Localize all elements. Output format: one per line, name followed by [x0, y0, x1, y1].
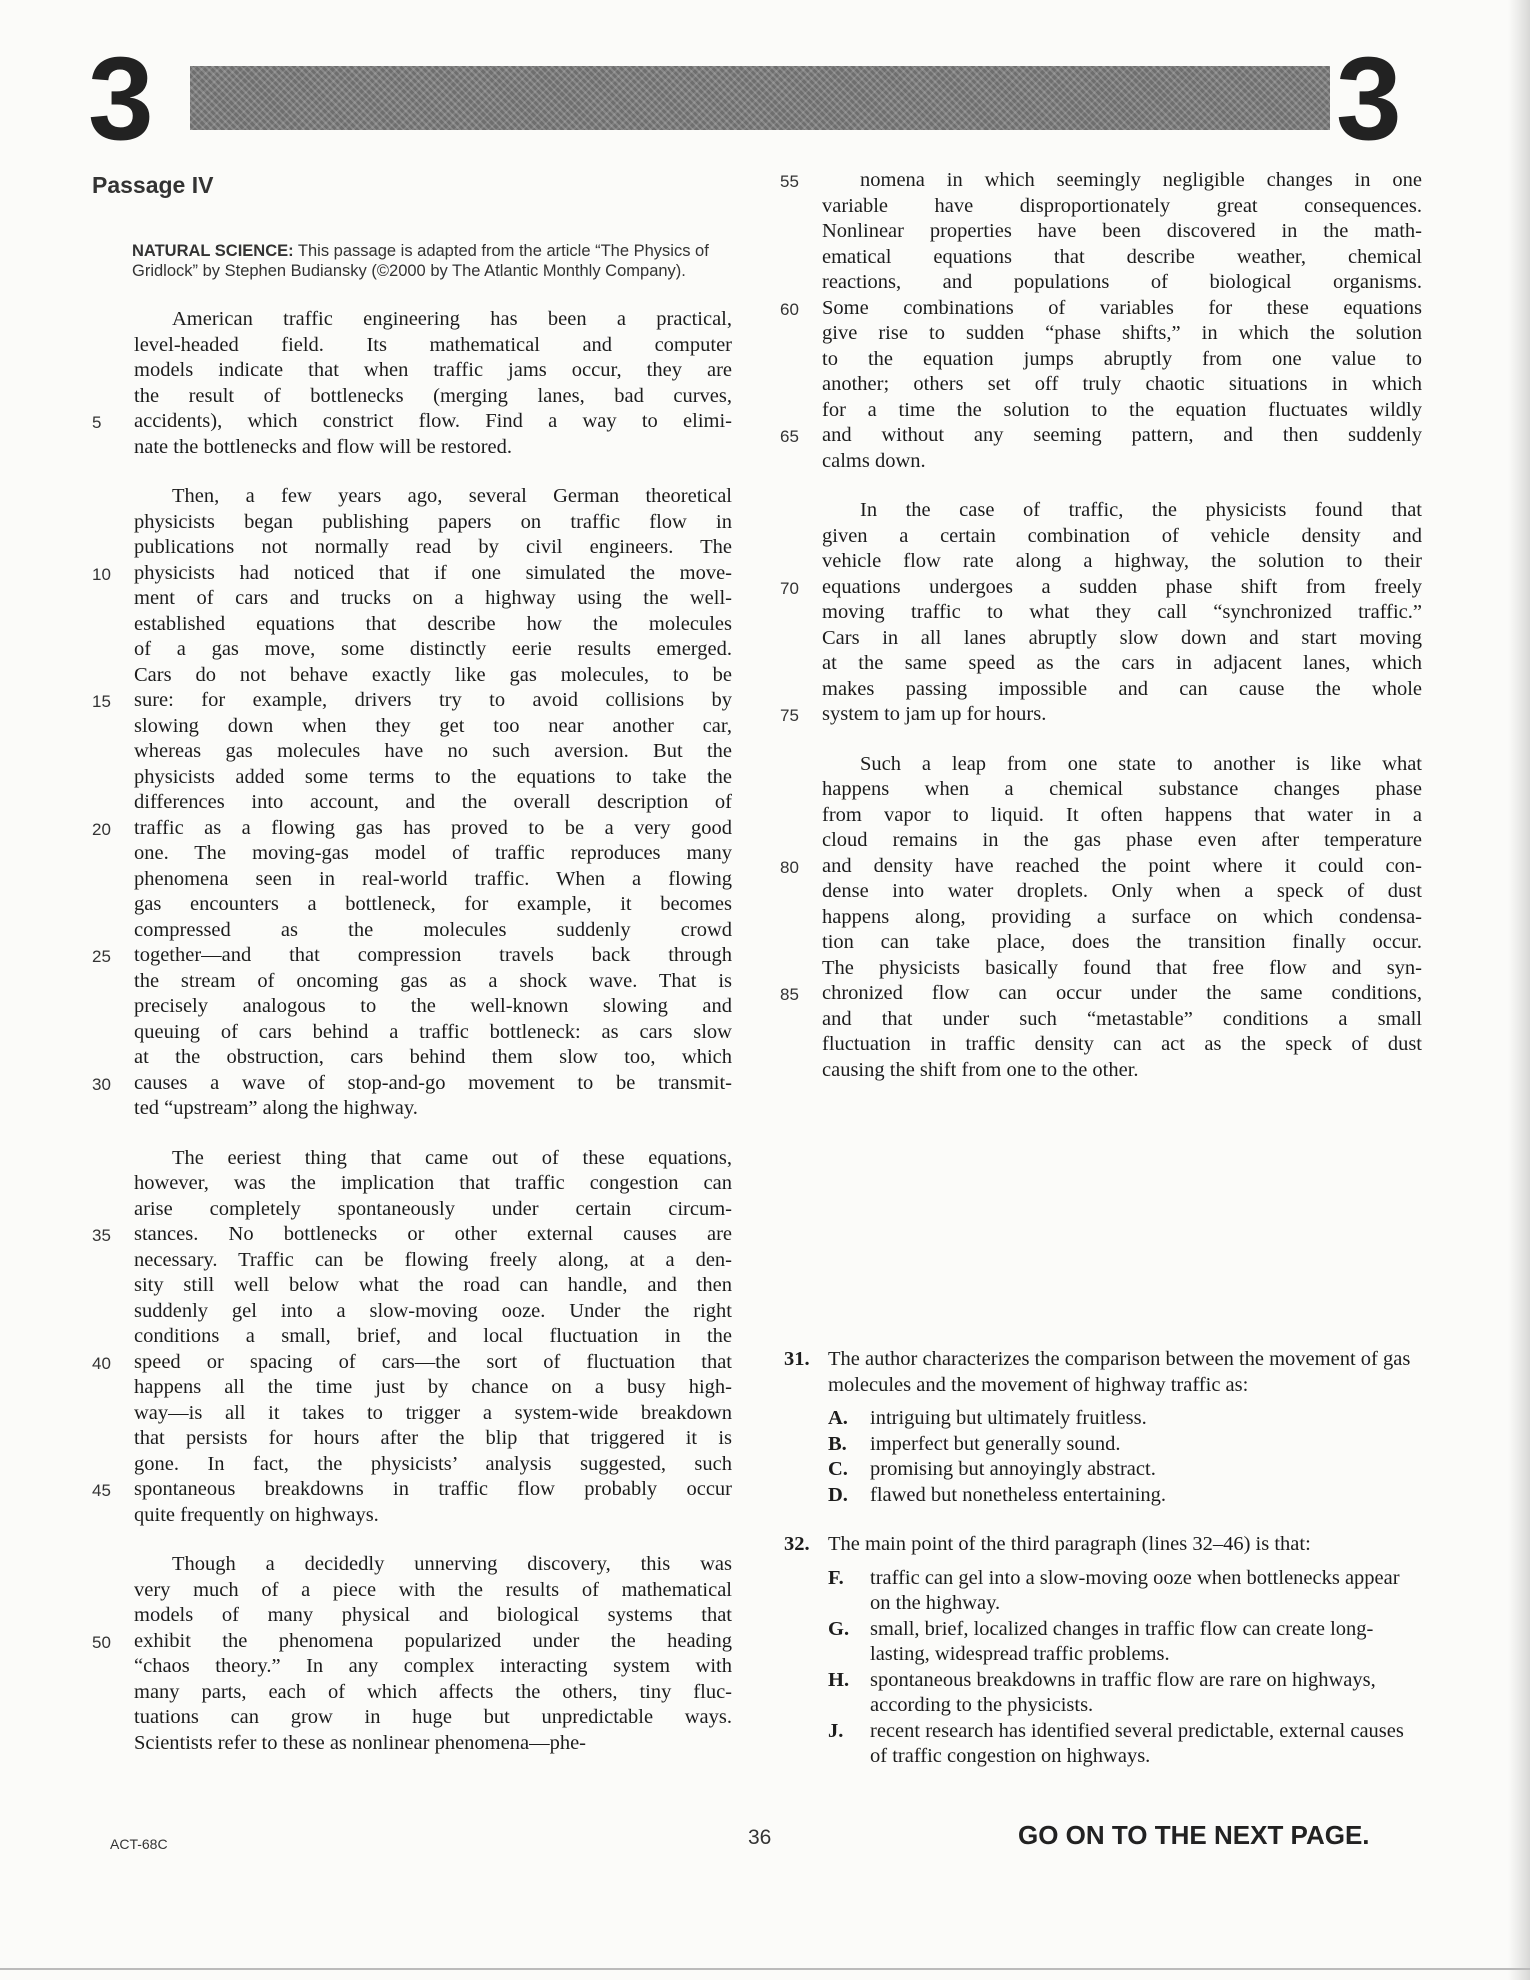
passage-line [92, 816, 732, 842]
question-number: 32. [784, 1533, 810, 1555]
choice-text: flawed but nonetheless entertaining. [870, 1483, 1167, 1506]
line-number: 10 [92, 564, 111, 584]
answer-choice [828, 1566, 1422, 1617]
line-text: system to jam up for hours. [822, 703, 1047, 725]
passage-line [92, 739, 732, 765]
line-text: models of many physical and biological systems that [134, 1604, 732, 1626]
line-text: one. The moving-gas model of traffic reproduces many [134, 842, 732, 864]
passage-line [780, 347, 1422, 373]
line-number: 15 [92, 692, 111, 711]
passage-line [92, 384, 732, 410]
passage-line [92, 1020, 732, 1046]
line-text: The physicists basically found that free flow and syn- [822, 956, 1422, 979]
passage-line [92, 1248, 732, 1274]
choice-letter: A. [828, 1407, 848, 1429]
passage-line [92, 586, 732, 612]
passage-paragraph [92, 484, 732, 1122]
passage-line [92, 892, 732, 918]
passage-line [92, 484, 732, 510]
question-gap [780, 1508, 1422, 1532]
line-text: gas encounters a bottleneck, for example, it becomes [134, 893, 732, 915]
choice-letter: F. [828, 1566, 844, 1589]
choice-letter: J. [828, 1719, 844, 1742]
question-stem [784, 1532, 1422, 1558]
line-text: causes a wave of stop-and-go movement to be transmit- [134, 1071, 732, 1094]
question-text: The main point of the third paragraph (lines 32–46) is that: [828, 1533, 1311, 1555]
line-text: Some combinations of variables for these equations [822, 296, 1422, 319]
line-text: precisely analogous to the well-known slowing and [134, 995, 732, 1017]
passage-line [92, 1045, 732, 1071]
line-text: queuing of cars behind a traffic bottleneck: as cars slow [134, 1020, 732, 1043]
passage-line [780, 752, 1422, 778]
line-text: suddenly gel into a slow-moving ooze. Under the right [134, 1299, 732, 1322]
intro-text: This passage is adapted from the article “The Physics of Gridlock” by Stephen Budiansky (©2000 by The Atlantic Monthly Company). [132, 242, 709, 280]
passage-line [92, 790, 732, 816]
line-text: very much of a piece with the results of mathematical [134, 1578, 732, 1601]
line-number: 45 [92, 1481, 111, 1500]
line-text: and without any seeming pattern, and then suddenly [822, 424, 1422, 446]
form-code: ACT-68C [110, 1836, 168, 1852]
line-text: Though a decidedly unnerving discovery, this was [172, 1553, 732, 1575]
answer-choice [828, 1483, 1422, 1509]
passage-line [780, 194, 1422, 220]
question-item [784, 1347, 1422, 1508]
line-text: happens all the time just by chance on a busy high- [134, 1376, 732, 1398]
question-item [784, 1532, 1422, 1770]
passage-line [780, 803, 1422, 829]
line-text: differences into account, and the overall description of [134, 791, 732, 813]
passage-line [92, 1071, 732, 1097]
line-text: the stream of oncoming gas as a shock wave. That is [134, 969, 732, 992]
passage-line [780, 981, 1422, 1007]
line-text: however, was the implication that traffic congestion can [134, 1172, 732, 1194]
passage-line [92, 1401, 732, 1427]
passage-line [780, 626, 1422, 652]
answer-choice [828, 1406, 1422, 1432]
line-text: given a certain combination of vehicle density and [822, 524, 1422, 547]
passage-line [92, 1552, 732, 1578]
line-text: physicists began publishing papers on traffic flow in [134, 510, 732, 533]
choice-letter: C. [828, 1458, 848, 1480]
line-text: give rise to sudden “phase shifts,” in which the solution [822, 322, 1422, 344]
passage-line [92, 1578, 732, 1604]
line-text: American traffic engineering has been a practical, [172, 308, 732, 330]
passage-line [92, 307, 732, 333]
passage-line [780, 575, 1422, 601]
passage-line [780, 879, 1422, 905]
line-text: Nonlinear properties have been discovered in the math- [822, 220, 1422, 242]
passage-line [780, 498, 1422, 524]
line-text: for a time the solution to the equation fluctuates wildly [822, 398, 1422, 421]
passage-line [780, 777, 1422, 803]
line-text: the result of bottlenecks (merging lanes, bad curves, [134, 384, 732, 407]
choice-text: intriguing but ultimately fruitless. [870, 1407, 1147, 1429]
passage-line [780, 245, 1422, 271]
line-text: traffic as a flowing gas has proved to be a very good [134, 816, 732, 839]
passage-line [92, 1705, 732, 1731]
line-text: variable have disproportionately great consequences. [822, 194, 1422, 217]
line-number: 60 [780, 299, 799, 319]
line-text: spontaneous breakdowns in traffic flow probably occur [134, 1478, 732, 1500]
passage-line [92, 1375, 732, 1401]
passage-line [92, 765, 732, 791]
question-text: The author characterizes the comparison between the movement of gas molecules and the movement of highway traffic as: [828, 1348, 1411, 1396]
passage-line [92, 1503, 732, 1529]
line-number: 70 [780, 578, 799, 598]
passage-line [780, 270, 1422, 296]
passage-paragraph [92, 1146, 732, 1529]
passage-line [780, 600, 1422, 626]
passage-paragraph [780, 498, 1422, 728]
choice-text: traffic can gel into a slow-moving ooze when bottlenecks appear on the highway. [870, 1566, 1400, 1614]
line-text: “chaos theory.” In any complex interacting system with [134, 1655, 732, 1677]
choice-letter: B. [828, 1432, 847, 1455]
line-text: at the same speed as the cars in adjacent lanes, which [822, 652, 1422, 674]
passage-line [92, 1146, 732, 1172]
passage-line [92, 333, 732, 359]
passage-line [780, 702, 1422, 728]
question-stem [784, 1347, 1422, 1398]
line-text: nate the bottlenecks and flow will be restored. [134, 435, 512, 458]
line-text: publications not normally read by civil engineers. The [134, 536, 732, 558]
passage-line [780, 168, 1422, 194]
line-text: level-headed field. Its mathematical and computer [134, 333, 732, 356]
passage-line [92, 510, 732, 536]
bottom-edge [0, 1968, 1530, 1970]
passage-line [92, 1273, 732, 1299]
passage-line [92, 841, 732, 867]
choice-text: small, brief, localized changes in traffic flow can create long-lasting, widespread traffic problems. [870, 1617, 1374, 1665]
passage-line [92, 409, 732, 435]
line-text: ment of cars and trucks on a highway using the well- [134, 587, 732, 609]
passage-line [780, 854, 1422, 880]
passage-line [92, 1680, 732, 1706]
line-text: ted “upstream” along the highway. [134, 1097, 418, 1119]
passage-line [92, 1350, 732, 1376]
passage-line [92, 714, 732, 740]
paragraph-gap [92, 1122, 732, 1146]
line-text: happens along, providing a surface on which condensa- [822, 905, 1422, 928]
passage-line [780, 549, 1422, 575]
paragraph-gap [780, 728, 1422, 752]
line-text: that persists for hours after the blip that triggered it is [134, 1427, 732, 1449]
line-text: accidents), which constrict flow. Find a way to elimi- [134, 410, 732, 432]
line-text: slowing down when they get too near another car, [134, 714, 732, 737]
line-text: tuations can grow in huge but unpredictable ways. [134, 1706, 732, 1728]
next-page-instruction: GO ON TO THE NEXT PAGE. [1018, 1820, 1370, 1850]
line-text: ematical equations that describe weather, chemical [822, 245, 1422, 268]
line-text: reactions, and populations of biological organisms. [822, 271, 1422, 293]
question-list [780, 1347, 1422, 1770]
line-text: Cars in all lanes abruptly slow down and start moving [822, 626, 1422, 649]
line-text: at the obstruction, cars behind them slow too, which [134, 1046, 732, 1068]
passage-line [780, 398, 1422, 424]
passage-paragraph [780, 168, 1422, 474]
passage-line [780, 219, 1422, 245]
line-number: 85 [780, 985, 799, 1004]
line-text: phenomena seen in real-world traffic. When a flowing [134, 867, 732, 890]
line-text: sure: for example, drivers try to avoid collisions by [134, 689, 732, 711]
line-text: calms down. [822, 449, 926, 472]
passage-line [780, 1032, 1422, 1058]
passage-line [92, 358, 732, 384]
passage-line [92, 969, 732, 995]
line-text: Cars do not behave exactly like gas molecules, to be [134, 663, 732, 686]
choice-letter: G. [828, 1617, 850, 1640]
section-number-right: 3 [1336, 33, 1400, 165]
line-text: equations undergoes a sudden phase shift from freely [822, 575, 1422, 598]
right-column [780, 168, 1422, 1770]
line-text: cloud remains in the gas phase even after temperature [822, 829, 1422, 851]
passage-line [92, 637, 732, 663]
line-text: fluctuation in traffic density can act as the speck of dust [822, 1033, 1422, 1055]
answer-choice [828, 1432, 1422, 1458]
line-text: way—is all it takes to trigger a system-wide breakdown [134, 1401, 732, 1424]
passage-line [780, 956, 1422, 982]
passage-line [92, 1171, 732, 1197]
passage-title: Passage IV [92, 172, 214, 198]
line-number: 50 [92, 1632, 111, 1652]
line-text: nomena in which seemingly negligible changes in one [860, 169, 1422, 191]
passage-line [780, 905, 1422, 931]
passage-line [92, 1426, 732, 1452]
passage-paragraph [92, 307, 732, 460]
intro-label: NATURAL SCIENCE: [132, 242, 294, 260]
line-number: 65 [780, 427, 799, 446]
passage-line [780, 1007, 1422, 1033]
answer-choices [828, 1406, 1422, 1508]
line-text: Such a leap from one state to another is like what [860, 752, 1422, 775]
answer-choice [828, 1617, 1422, 1668]
passage-line [92, 535, 732, 561]
line-text: and that under such “metastable” conditions a small [822, 1007, 1422, 1030]
left-column [92, 168, 732, 1756]
line-text: moving traffic to what they call “synchronized traffic.” [822, 601, 1422, 623]
passage-line [92, 1096, 732, 1122]
line-text: physicists had noticed that if one simulated the move- [134, 561, 732, 584]
answer-choice [828, 1719, 1422, 1770]
answer-choice [828, 1457, 1422, 1483]
passage-line [92, 867, 732, 893]
line-number: 75 [780, 706, 799, 725]
line-text: to the equation jumps abruptly from one value to [822, 347, 1422, 370]
line-text: exhibit the phenomena popularized under the heading [134, 1629, 732, 1652]
line-text: quite frequently on highways. [134, 1503, 379, 1526]
choice-text: promising but annoyingly abstract. [870, 1458, 1156, 1480]
line-text: stances. No bottlenecks or other external causes are [134, 1223, 732, 1245]
answer-choices [828, 1566, 1422, 1770]
choice-text: spontaneous breakdowns in traffic flow are rare on highways, according to the physicists. [870, 1668, 1376, 1716]
choice-text: imperfect but generally sound. [870, 1432, 1121, 1455]
passage-line [92, 1731, 732, 1757]
line-text: from vapor to liquid. It often happens that water in a [822, 803, 1422, 826]
passage-line [780, 423, 1422, 449]
line-text: chronized flow can occur under the same conditions, [822, 982, 1422, 1004]
passage-line [92, 1324, 732, 1350]
paragraph-gap [92, 1528, 732, 1552]
line-number: 25 [92, 947, 111, 966]
line-text: Scientists refer to these as nonlinear phenomena—phe- [134, 1731, 586, 1754]
line-text: whereas gas molecules have no such aversion. But the [134, 740, 732, 762]
passage-line [780, 296, 1422, 322]
line-text: happens when a chemical substance changes phase [822, 778, 1422, 800]
choice-letter: D. [828, 1483, 848, 1506]
line-text: compressed as the molecules suddenly crowd [134, 918, 732, 941]
passage-paragraph [92, 1552, 732, 1756]
line-text: In the case of traffic, the physicists found that [860, 499, 1422, 521]
line-text: sity still well below what the road can handle, and then [134, 1274, 732, 1296]
line-text: many parts, each of which affects the others, tiny fluc- [134, 1680, 732, 1703]
passage-line [780, 651, 1422, 677]
answer-choice [828, 1668, 1422, 1719]
passage-line [92, 435, 732, 461]
passage-line [92, 612, 732, 638]
passage-line [92, 1222, 732, 1248]
line-number: 80 [780, 857, 799, 877]
paragraph-gap [92, 460, 732, 484]
passage-paragraph [780, 752, 1422, 1084]
passage-intro [132, 241, 732, 281]
line-text: dense into water droplets. Only when a speck of dust [822, 880, 1422, 902]
line-number: 40 [92, 1353, 111, 1373]
line-number: 55 [780, 172, 799, 191]
passage-right-text [780, 168, 1422, 1083]
passage-line [780, 677, 1422, 703]
passage-line [780, 828, 1422, 854]
passage-line [92, 1197, 732, 1223]
line-text: The eeriest thing that came out of these equations, [172, 1146, 732, 1169]
line-number: 20 [92, 819, 111, 839]
passage-line [780, 372, 1422, 398]
passage-line [92, 918, 732, 944]
passage-line [92, 1452, 732, 1478]
line-text: established equations that describe how the molecules [134, 612, 732, 635]
passage-line [780, 524, 1422, 550]
page-number: 36 [748, 1826, 772, 1849]
passage-left-text [92, 307, 732, 1756]
passage-line [780, 321, 1422, 347]
question-number: 31. [784, 1348, 810, 1370]
paragraph-gap [780, 474, 1422, 498]
passage-line [92, 1629, 732, 1655]
line-number: 5 [92, 413, 102, 432]
passage-line [92, 994, 732, 1020]
line-text: Then, a few years ago, several German theoretical [172, 485, 732, 507]
line-text: models indicate that when traffic jams occur, they are [134, 359, 732, 381]
scan-edge-shadow [1508, 0, 1530, 1980]
passage-line [780, 930, 1422, 956]
line-text: tion can take place, does the transition finally occur. [822, 931, 1422, 953]
line-text: arise completely spontaneously under certain circum- [134, 1197, 732, 1220]
line-number: 35 [92, 1226, 111, 1245]
line-text: physicists added some terms to the equations to take the [134, 765, 732, 788]
passage-line [780, 1058, 1422, 1084]
section-header-bar [190, 66, 1330, 130]
passage-line [92, 1299, 732, 1325]
line-text: makes passing impossible and can cause the whole [822, 677, 1422, 700]
section-number-left: 3 [88, 33, 152, 165]
line-text: speed or spacing of cars—the sort of fluctuation that [134, 1350, 732, 1373]
passage-line [780, 449, 1422, 475]
passage-line [92, 1477, 732, 1503]
line-text: causing the shift from one to the other. [822, 1058, 1139, 1081]
choice-letter: H. [828, 1668, 850, 1691]
passage-line [92, 561, 732, 587]
line-text: and density have reached the point where it could con- [822, 854, 1422, 877]
line-text: vehicle flow rate along a highway, the solution to their [822, 550, 1422, 572]
line-text: another; others set off truly chaotic situations in which [822, 373, 1422, 395]
passage-line [92, 688, 732, 714]
passage-line [92, 1603, 732, 1629]
passage-line [92, 663, 732, 689]
line-text: necessary. Traffic can be flowing freely along, at a den- [134, 1248, 732, 1271]
line-text: conditions a small, brief, and local fluctuation in the [134, 1325, 732, 1347]
passage-line [92, 1654, 732, 1680]
line-text: together—and that compression travels back through [134, 944, 732, 966]
line-text: gone. In fact, the physicists’ analysis suggested, such [134, 1452, 732, 1475]
choice-text: recent research has identified several predictable, external causes of traffic congestion on highways. [870, 1719, 1404, 1767]
line-text: of a gas move, some distinctly eerie results emerged. [134, 638, 732, 660]
passage-line [92, 943, 732, 969]
line-number: 30 [92, 1074, 111, 1094]
